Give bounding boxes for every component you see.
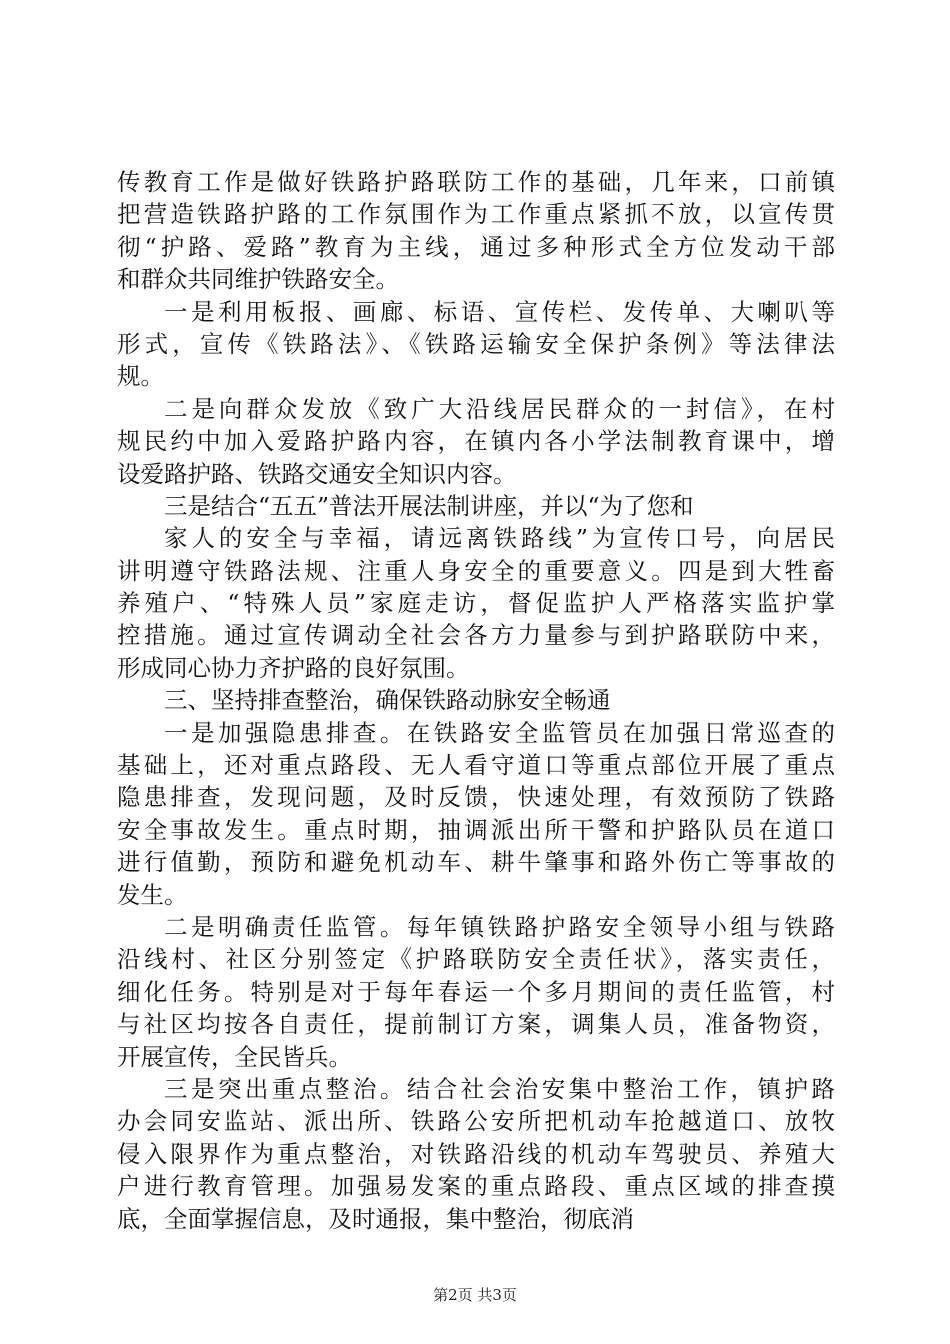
text-line: 户进行教育管理。加强易发案的重点路段、重点区域的排查摸 bbox=[117, 1172, 835, 1201]
text-line: 进行值勤，预防和避免机动车、耕牛肇事和路外伤亡等事故的 bbox=[117, 848, 835, 877]
text-line: 侵入限界作为重点整治，对铁路沿线的机动车驾驶员、养殖大 bbox=[117, 1139, 835, 1168]
text-line: 控措施。通过宣传调动全社会各方力量参与到护路联防中来， bbox=[117, 621, 835, 650]
text-line: 办会同安监站、派出所、铁路公安所把机动车抢越道口、放牧 bbox=[117, 1107, 835, 1136]
text-line: 规民约中加入爱路护路内容，在镇内各小学法制教育课中，增 bbox=[117, 427, 835, 456]
text-line: 开展宣传，全民皆兵。 bbox=[117, 1042, 352, 1071]
text-line: 传教育工作是做好铁路护路联防工作的基础，几年来，口前镇 bbox=[117, 168, 835, 196]
text-line: 细化任务。特别是对于每年春运一个多月期间的责任监管，村 bbox=[117, 977, 835, 1006]
body-text bbox=[117, 166, 835, 1235]
text-line: 一是加强隐患排查。在铁路安全监管员在加强日常巡查的 bbox=[164, 718, 835, 747]
text-line: 形成同心协力齐护路的良好氛围。 bbox=[117, 653, 470, 682]
text-line: 和群众共同维护铁路安全。 bbox=[117, 265, 399, 294]
text-line: 养殖户、“特殊人员”家庭走访，督促监护人严格落实监护掌 bbox=[117, 589, 835, 618]
text-line: 沿线村、社区分别签定《护路联防安全责任状》，落实责任， bbox=[117, 945, 835, 974]
text-line: 三是突出重点整治。结合社会治安集中整治工作，镇护路 bbox=[164, 1074, 835, 1103]
text-line: 三是结合“五五”普法开展法制讲座，并以“为了您和 bbox=[164, 491, 694, 520]
text-line: 设爱路护路、铁路交通安全知识内容。 bbox=[117, 459, 517, 488]
text-line: 安全事故发生。重点时期，抽调派出所干警和护路队员在道口 bbox=[117, 815, 835, 844]
text-line: 形式，宣传《铁路法》、《铁路运输安全保护条例》等法律法 bbox=[117, 329, 835, 358]
text-line: 二是向群众发放《致广大沿线居民群众的一封信》，在村 bbox=[164, 394, 835, 423]
text-line: 彻“护路、爱路”教育为主线，通过多种形式全方位发动干部 bbox=[117, 232, 835, 261]
text-line: 发生。 bbox=[117, 880, 188, 909]
text-line: 基础上，还对重点路段、无人看守道口等重点部位开展了重点 bbox=[117, 751, 835, 780]
section-heading: 三、坚持排查整治，确保铁路动脉安全畅通 bbox=[164, 686, 611, 715]
text-line: 把营造铁路护路的工作氛围作为工作重点紧抓不放，以宣传贯 bbox=[117, 200, 835, 229]
text-line: 规。 bbox=[117, 362, 164, 391]
page-number-footer: 第2页 共3页 bbox=[433, 1286, 517, 1304]
text-line: 一是利用板报、画廊、标语、宣传栏、发传单、大喇叭等 bbox=[164, 297, 835, 326]
text-line: 讲明遵守铁路法规、注重人身安全的重要意义。四是到大牲畜 bbox=[117, 556, 835, 585]
text-line: 二是明确责任监管。每年镇铁路护路安全领导小组与铁路 bbox=[164, 912, 835, 941]
text-line: 底，全面掌握信息，及时通报，集中整治，彻底消 bbox=[117, 1204, 634, 1233]
text-line: 隐患排查，发现问题，及时反馈，快速处理，有效预防了铁路 bbox=[117, 783, 835, 812]
text-line: 与社区均按各自责任，提前制订方案，调集人员，准备物资， bbox=[117, 1010, 835, 1039]
text-line: 家人的安全与幸福，请远离铁路线”为宣传口号，向居民 bbox=[164, 524, 835, 553]
